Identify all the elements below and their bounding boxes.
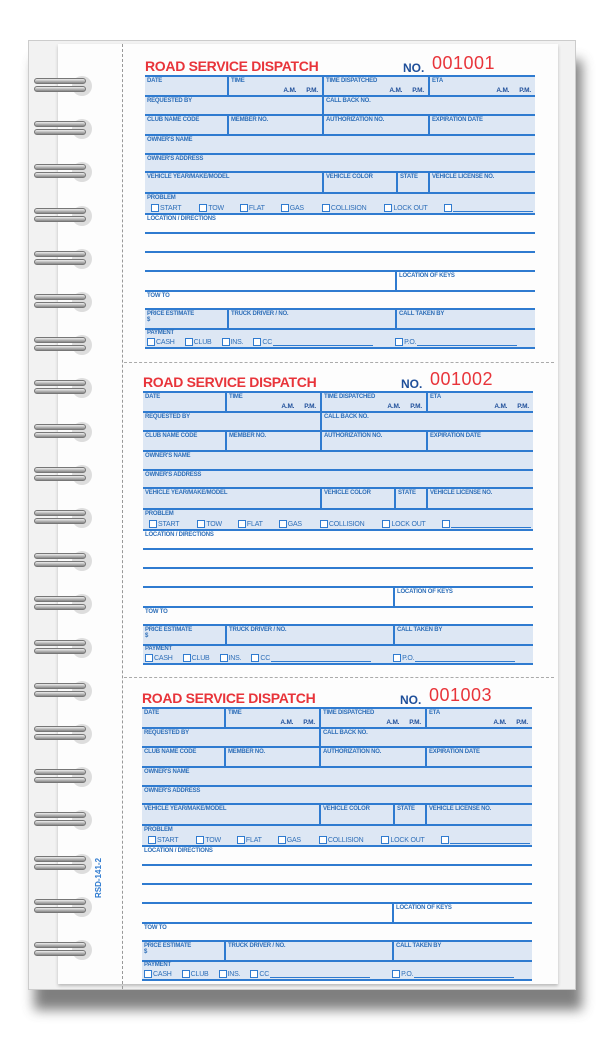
option-label: CLUB xyxy=(190,971,209,978)
problem-options xyxy=(151,204,533,212)
field-label: STATE xyxy=(400,174,418,180)
location-line[interactable] xyxy=(143,550,533,569)
option-label: CLUB xyxy=(193,339,212,346)
pm-label: P.M. xyxy=(412,87,424,94)
dispatch-form xyxy=(142,685,532,980)
dollar-sign: $ xyxy=(144,949,148,955)
member-no-field[interactable] xyxy=(227,116,322,136)
field-label: ETA xyxy=(430,394,441,400)
field-label: PRICE ESTIMATE xyxy=(147,311,195,317)
field-label: AUTHORIZATION NO. xyxy=(324,433,383,439)
problem-field xyxy=(142,826,532,847)
field-label: VEHICLE LICENSE NO. xyxy=(429,806,492,812)
call-taken-by-field[interactable] xyxy=(392,942,532,962)
call-back-field[interactable] xyxy=(319,729,532,748)
option-label: INS. xyxy=(227,971,241,978)
date-field[interactable] xyxy=(142,709,224,729)
owners-address-field[interactable] xyxy=(145,155,535,173)
problem-lockout-checkbox[interactable] xyxy=(381,836,424,844)
problem-start-checkbox[interactable] xyxy=(151,204,181,212)
spiral-ring-icon xyxy=(34,596,90,612)
payment-po-checkbox[interactable] xyxy=(392,970,514,978)
dispatch-form xyxy=(143,369,533,664)
option-label: CC xyxy=(259,971,270,978)
spiral-ring-icon xyxy=(34,164,90,180)
field-label: VEHICLE YEAR/MAKE/MODEL xyxy=(144,806,227,812)
spiral-ring-icon xyxy=(34,208,90,224)
option-label: INS. xyxy=(228,655,242,662)
field-label: MEMBER NO. xyxy=(231,117,269,123)
option-label: GAS xyxy=(286,837,301,844)
field-label: VEHICLE YEAR/MAKE/MODEL xyxy=(147,174,230,180)
call-taken-by-field[interactable] xyxy=(395,310,535,330)
option-label: P.O. xyxy=(402,655,415,662)
field-label: TIME DISPATCHED xyxy=(324,394,376,400)
option-label: TOW xyxy=(205,837,221,844)
form-title: ROAD SERVICE DISPATCH xyxy=(145,58,319,74)
form-title: ROAD SERVICE DISPATCH xyxy=(142,690,316,706)
authorization-no-field[interactable] xyxy=(320,432,426,452)
payment-cc-checkbox[interactable] xyxy=(251,654,371,662)
problem-tow-checkbox[interactable] xyxy=(196,836,221,844)
spiral-ring-icon xyxy=(34,294,90,310)
option-label: CC xyxy=(260,655,271,662)
spiral-ring-icon xyxy=(34,467,90,483)
vehicle-color-field[interactable] xyxy=(319,805,393,826)
am-label: A.M. xyxy=(386,719,400,726)
field-label: TOW TO xyxy=(145,609,168,615)
field-label: PROBLEM xyxy=(145,511,174,517)
field-label: CALL BACK NO. xyxy=(324,414,369,420)
option-label: LOCK OUT xyxy=(391,521,426,528)
problem-other-checkbox[interactable] xyxy=(444,204,533,212)
field-label: CALL BACK NO. xyxy=(326,98,371,104)
form-code: RSD-141-2 xyxy=(94,857,103,898)
location-line[interactable] xyxy=(145,234,535,253)
problem-flat-checkbox[interactable] xyxy=(238,520,263,528)
problem-flat-checkbox[interactable] xyxy=(237,836,262,844)
field-label: LOCATION OF KEYS xyxy=(399,273,455,279)
field-label: PROBLEM xyxy=(144,827,173,833)
state-field[interactable] xyxy=(393,805,425,826)
owners-name-field[interactable] xyxy=(145,136,535,155)
spiral-ring-icon xyxy=(34,856,90,872)
option-label: TOW xyxy=(206,521,222,528)
field-label: PROBLEM xyxy=(147,195,176,201)
field-label: AUTHORIZATION NO. xyxy=(326,117,385,123)
spiral-ring-icon xyxy=(34,769,90,785)
field-label: OWNER'S ADDRESS xyxy=(147,156,204,162)
location-line[interactable] xyxy=(142,885,532,904)
pm-label: P.M. xyxy=(516,719,528,726)
spiral-ring-icon xyxy=(34,726,90,742)
expiration-date-field[interactable] xyxy=(428,116,535,136)
pm-label: P.M. xyxy=(304,403,316,410)
time-field[interactable] xyxy=(227,77,322,97)
number-label: NO. xyxy=(401,377,423,391)
tear-line xyxy=(124,677,554,678)
option-label: CLUB xyxy=(191,655,210,662)
option-label: FLAT xyxy=(245,837,262,844)
payment-ins-checkbox[interactable] xyxy=(219,970,241,978)
location-directions-field[interactable] xyxy=(145,215,535,234)
club-name-code-field[interactable] xyxy=(142,748,224,768)
form-title: ROAD SERVICE DISPATCH xyxy=(143,374,317,390)
truck-driver-field[interactable] xyxy=(227,310,395,330)
field-label: LOCATION / DIRECTIONS xyxy=(145,532,214,538)
problem-collision-checkbox[interactable] xyxy=(320,520,365,528)
authorization-no-field[interactable] xyxy=(319,748,425,768)
dispatch-form xyxy=(145,53,535,348)
problem-options xyxy=(149,520,531,528)
location-line[interactable] xyxy=(142,866,532,885)
field-label: AUTHORIZATION NO. xyxy=(323,749,382,755)
field-label: TRUCK DRIVER / NO. xyxy=(228,943,286,949)
payment-cash-checkbox[interactable] xyxy=(144,970,172,978)
option-label: COLLISION xyxy=(328,521,365,528)
time-dispatched-field[interactable] xyxy=(322,77,428,97)
field-label: PRICE ESTIMATE xyxy=(145,627,193,633)
pm-label: P.M. xyxy=(519,87,531,94)
vehicle-ymm-field[interactable] xyxy=(143,489,320,510)
problem-flat-checkbox[interactable] xyxy=(240,204,265,212)
payment-options xyxy=(147,338,517,346)
tear-line xyxy=(124,362,554,363)
option-label: P.O. xyxy=(401,971,414,978)
am-label: A.M. xyxy=(493,719,507,726)
field-label: PAYMENT xyxy=(144,962,171,968)
field-label: OWNER'S NAME xyxy=(147,137,193,143)
field-label: TIME DISPATCHED xyxy=(323,710,375,716)
expiration-date-field[interactable] xyxy=(425,748,532,768)
pm-label: P.M. xyxy=(410,403,422,410)
payment-field xyxy=(145,330,535,349)
field-label: REQUESTED BY xyxy=(147,98,192,104)
payment-ins-checkbox[interactable] xyxy=(220,654,242,662)
location-of-keys-field[interactable] xyxy=(395,272,535,292)
spiral-ring-icon xyxy=(34,251,90,267)
option-label: COLLISION xyxy=(330,205,367,212)
vehicle-ymm-field[interactable] xyxy=(145,173,322,194)
problem-lockout-checkbox[interactable] xyxy=(382,520,425,528)
tow-to-field[interactable] xyxy=(145,292,535,310)
problem-field xyxy=(143,510,533,531)
date-field[interactable] xyxy=(143,393,225,413)
field-label: TIME xyxy=(229,394,243,400)
field-label: CALL BACK NO. xyxy=(323,730,368,736)
problem-collision-checkbox[interactable] xyxy=(322,204,367,212)
tow-to-field[interactable] xyxy=(142,924,532,942)
club-name-code-field[interactable] xyxy=(145,116,227,136)
field-label: EXPIRATION DATE xyxy=(429,749,480,755)
field-label: STATE xyxy=(397,806,415,812)
field-label: OWNER'S ADDRESS xyxy=(144,788,201,794)
form-number: 001003 xyxy=(429,685,493,705)
field-label: DATE xyxy=(144,710,160,716)
vehicle-color-field[interactable] xyxy=(320,489,394,510)
number-label: NO. xyxy=(403,61,425,75)
location-line[interactable] xyxy=(142,904,392,924)
requested-by-field[interactable] xyxy=(143,413,320,432)
spiral-ring-icon xyxy=(34,78,90,94)
state-field[interactable] xyxy=(394,489,426,510)
location-line[interactable] xyxy=(145,272,395,292)
pm-label: P.M. xyxy=(306,87,318,94)
club-name-code-field[interactable] xyxy=(143,432,225,452)
form-number: 001001 xyxy=(432,53,496,73)
problem-gas-checkbox[interactable] xyxy=(279,520,302,528)
payment-club-checkbox[interactable] xyxy=(182,970,209,978)
state-field[interactable] xyxy=(396,173,428,194)
field-label: TOW TO xyxy=(144,925,167,931)
field-label: ETA xyxy=(429,710,440,716)
eta-field[interactable] xyxy=(425,709,532,729)
field-label: TOW TO xyxy=(147,293,170,299)
spiral-ring-icon xyxy=(34,424,90,440)
problem-gas-checkbox[interactable] xyxy=(278,836,301,844)
field-label: TIME xyxy=(228,710,242,716)
field-label: OWNER'S NAME xyxy=(144,769,190,775)
option-label: GAS xyxy=(289,205,304,212)
field-label: DATE xyxy=(147,78,163,84)
field-label: VEHICLE LICENSE NO. xyxy=(432,174,495,180)
field-label: VEHICLE LICENSE NO. xyxy=(430,490,493,496)
perforation-line xyxy=(122,44,123,989)
option-label: FLAT xyxy=(246,521,263,528)
option-label: START xyxy=(158,521,180,528)
spiral-ring-icon xyxy=(34,899,90,915)
field-label: CLUB NAME CODE xyxy=(145,433,198,439)
am-label: A.M. xyxy=(387,403,401,410)
owners-name-field[interactable] xyxy=(143,452,533,471)
option-label: INS. xyxy=(230,339,244,346)
field-label: OWNER'S ADDRESS xyxy=(145,472,202,478)
field-label: CLUB NAME CODE xyxy=(144,749,197,755)
vehicle-license-field[interactable] xyxy=(426,489,533,510)
time-field[interactable] xyxy=(225,393,320,413)
date-field[interactable] xyxy=(145,77,227,97)
problem-lockout-checkbox[interactable] xyxy=(384,204,427,212)
option-label: FLAT xyxy=(248,205,265,212)
number-label: NO. xyxy=(400,693,422,707)
field-label: TRUCK DRIVER / NO. xyxy=(229,627,287,633)
field-label: MEMBER NO. xyxy=(228,749,266,755)
problem-gas-checkbox[interactable] xyxy=(281,204,304,212)
option-label: LOCK OUT xyxy=(393,205,428,212)
option-label: COLLISION xyxy=(327,837,364,844)
field-label: MEMBER NO. xyxy=(229,433,267,439)
eta-field[interactable] xyxy=(426,393,533,413)
form-table xyxy=(145,75,535,347)
price-estimate-field[interactable] xyxy=(142,942,224,962)
field-label: TIME DISPATCHED xyxy=(326,78,378,84)
option-label: CASH xyxy=(154,655,173,662)
field-label: LOCATION OF KEYS xyxy=(397,589,453,595)
eta-field[interactable] xyxy=(428,77,535,97)
field-label: VEHICLE COLOR xyxy=(323,806,370,812)
option-label: TOW xyxy=(208,205,224,212)
owners-address-field[interactable] xyxy=(143,471,533,489)
payment-field xyxy=(143,646,533,665)
truck-driver-field[interactable] xyxy=(225,626,393,646)
requested-by-field[interactable] xyxy=(142,729,319,748)
spiral-ring-icon xyxy=(34,640,90,656)
authorization-no-field[interactable] xyxy=(322,116,428,136)
am-label: A.M. xyxy=(494,403,508,410)
call-back-field[interactable] xyxy=(322,97,535,116)
payment-club-checkbox[interactable] xyxy=(185,338,212,346)
field-label: REQUESTED BY xyxy=(144,730,189,736)
option-label: CASH xyxy=(153,971,172,978)
spiral-ring-icon xyxy=(34,510,90,526)
field-label: EXPIRATION DATE xyxy=(432,117,483,123)
payment-cc-checkbox[interactable] xyxy=(253,338,373,346)
problem-field xyxy=(145,194,535,215)
problem-start-checkbox[interactable] xyxy=(149,520,179,528)
problem-other-checkbox[interactable] xyxy=(442,520,531,528)
field-label: TRUCK DRIVER / NO. xyxy=(231,311,289,317)
problem-collision-checkbox[interactable] xyxy=(319,836,364,844)
field-label: LOCATION / DIRECTIONS xyxy=(144,848,213,854)
time-dispatched-field[interactable] xyxy=(320,393,426,413)
field-label: CLUB NAME CODE xyxy=(147,117,200,123)
option-label: GAS xyxy=(287,521,302,528)
option-label: CC xyxy=(262,339,273,346)
payment-options xyxy=(144,970,514,978)
member-no-field[interactable] xyxy=(225,432,320,452)
field-label: LOCATION OF KEYS xyxy=(396,905,452,911)
field-label: EXPIRATION DATE xyxy=(430,433,481,439)
payment-ins-checkbox[interactable] xyxy=(222,338,244,346)
field-label: PRICE ESTIMATE xyxy=(144,943,192,949)
payment-po-checkbox[interactable] xyxy=(395,338,517,346)
vehicle-license-field[interactable] xyxy=(428,173,535,194)
tow-to-field[interactable] xyxy=(143,608,533,626)
dollar-sign: $ xyxy=(145,633,149,639)
spiral-ring-icon xyxy=(34,683,90,699)
payment-cc-checkbox[interactable] xyxy=(250,970,370,978)
location-of-keys-field[interactable] xyxy=(392,904,532,924)
payment-field xyxy=(142,962,532,981)
spiral-ring-icon xyxy=(34,380,90,396)
form-table xyxy=(142,707,532,979)
field-label: LOCATION / DIRECTIONS xyxy=(147,216,216,222)
field-label: OWNER'S NAME xyxy=(145,453,191,459)
spiral-ring-icon xyxy=(34,942,90,958)
spiral-ring-icon xyxy=(34,121,90,137)
vehicle-ymm-field[interactable] xyxy=(142,805,319,826)
option-label: P.O. xyxy=(404,339,417,346)
spiral-ring-icon xyxy=(34,553,90,569)
am-label: A.M. xyxy=(281,403,295,410)
form-table xyxy=(143,391,533,663)
location-line[interactable] xyxy=(143,588,393,608)
field-label: PAYMENT xyxy=(147,330,174,336)
vehicle-license-field[interactable] xyxy=(425,805,532,826)
payment-club-checkbox[interactable] xyxy=(183,654,210,662)
location-line[interactable] xyxy=(143,569,533,588)
owners-address-field[interactable] xyxy=(142,787,532,805)
field-label: VEHICLE COLOR xyxy=(324,490,371,496)
spiral-ring-icon xyxy=(34,337,90,353)
time-field[interactable] xyxy=(224,709,319,729)
truck-driver-field[interactable] xyxy=(224,942,392,962)
problem-tow-checkbox[interactable] xyxy=(199,204,224,212)
call-back-field[interactable] xyxy=(320,413,533,432)
form-number: 001002 xyxy=(430,369,494,389)
time-dispatched-field[interactable] xyxy=(319,709,425,729)
owners-name-field[interactable] xyxy=(142,768,532,787)
location-directions-field[interactable] xyxy=(142,847,532,866)
am-label: A.M. xyxy=(283,87,297,94)
pm-label: P.M. xyxy=(517,403,529,410)
field-label: VEHICLE YEAR/MAKE/MODEL xyxy=(145,490,228,496)
price-estimate-field[interactable] xyxy=(145,310,227,330)
pm-label: P.M. xyxy=(303,719,315,726)
call-taken-by-field[interactable] xyxy=(393,626,533,646)
location-of-keys-field[interactable] xyxy=(393,588,533,608)
option-label: CASH xyxy=(156,339,175,346)
option-label: START xyxy=(157,837,179,844)
option-label: LOCK OUT xyxy=(390,837,425,844)
am-label: A.M. xyxy=(280,719,294,726)
payment-cash-checkbox[interactable] xyxy=(145,654,173,662)
spiral-ring-icon xyxy=(34,812,90,828)
field-label: DATE xyxy=(145,394,161,400)
field-label: VEHICLE COLOR xyxy=(326,174,373,180)
problem-other-checkbox[interactable] xyxy=(441,836,530,844)
am-label: A.M. xyxy=(496,87,510,94)
member-no-field[interactable] xyxy=(224,748,319,768)
vehicle-color-field[interactable] xyxy=(322,173,396,194)
field-label: CALL TAKEN BY xyxy=(396,943,442,949)
am-label: A.M. xyxy=(389,87,403,94)
field-label: STATE xyxy=(398,490,416,496)
payment-po-checkbox[interactable] xyxy=(393,654,515,662)
location-directions-field[interactable] xyxy=(143,531,533,550)
problem-options xyxy=(148,836,530,844)
field-label: CALL TAKEN BY xyxy=(399,311,445,317)
field-label: PAYMENT xyxy=(145,646,172,652)
expiration-date-field[interactable] xyxy=(426,432,533,452)
price-estimate-field[interactable] xyxy=(143,626,225,646)
field-label: TIME xyxy=(231,78,245,84)
payment-cash-checkbox[interactable] xyxy=(147,338,175,346)
field-label: ETA xyxy=(432,78,443,84)
pm-label: P.M. xyxy=(409,719,421,726)
field-label: REQUESTED BY xyxy=(145,414,190,420)
problem-start-checkbox[interactable] xyxy=(148,836,178,844)
payment-options xyxy=(145,654,515,662)
problem-tow-checkbox[interactable] xyxy=(197,520,222,528)
requested-by-field[interactable] xyxy=(145,97,322,116)
dollar-sign: $ xyxy=(147,317,151,323)
location-line[interactable] xyxy=(145,253,535,272)
field-label: CALL TAKEN BY xyxy=(397,627,443,633)
option-label: START xyxy=(160,205,182,212)
